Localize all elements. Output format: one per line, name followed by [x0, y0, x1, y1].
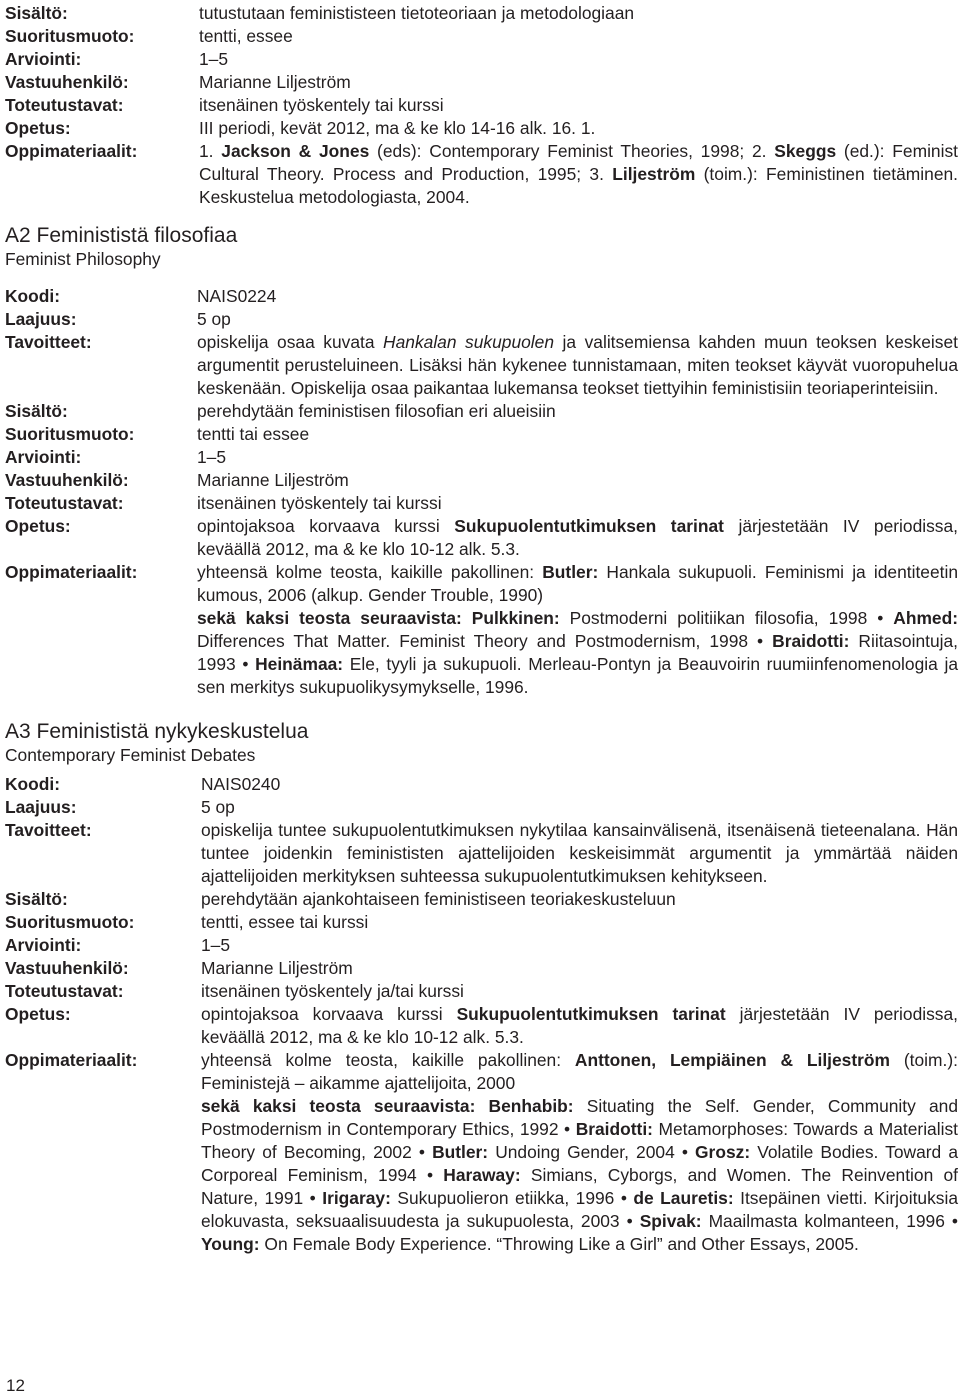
course-name: Sukupuolentutkimuksen tarinat: [454, 516, 724, 536]
text-run: Volatile Bodies. Toward a Corporeal Feminism, 1994 •: [201, 1142, 958, 1185]
field-value: Marianne Liljeström: [197, 470, 349, 490]
field-value: tentti, essee: [199, 26, 293, 46]
required-reading: [201, 1049, 958, 1095]
page-number: 12: [6, 1376, 25, 1395]
field-label: Suoritusmuoto:: [5, 424, 135, 444]
field-value: itsenäinen työskentely tai kurssi: [199, 95, 444, 115]
text-run: Postmoderni politiikan filosofia, 1998 •: [559, 608, 894, 628]
field-suoritusmuoto: [5, 423, 958, 446]
field-opetus: [5, 515, 958, 561]
text-run: (ed.): Feminist Cultural Theory. Process and Production, 1995; 3.: [199, 141, 958, 184]
course-a2: [5, 223, 958, 699]
text-run: Hankala sukupuoli. Feminismi ja identiteetin kumous, 2006 (alkup. Gender Trouble, 1990): [197, 562, 958, 605]
field-value: [201, 1003, 958, 1049]
author-name: Haraway:: [443, 1165, 521, 1185]
author-name: Skeggs: [774, 141, 837, 161]
author-name: Anttonen, Lempiäinen & Liljeström: [574, 1050, 890, 1070]
text-run: opiskelija osaa kuvata: [197, 332, 384, 352]
optional-reading: [201, 1095, 958, 1256]
text-run: Differences That Matter. Feminist Theory and Postmodernism, 1998 •: [197, 631, 773, 651]
field-label: Toteutustavat:: [5, 981, 124, 1001]
text-run: Metamorphoses: Towards a Materialist Theory of Becoming, 2002 •: [201, 1119, 958, 1162]
text-run: Maailmasta kolmanteen, 1996 •: [701, 1211, 958, 1231]
field-toteutustavat: [5, 94, 958, 117]
field-value: 5 op: [201, 797, 235, 817]
text-run: Simians, Cyborgs, and Women. The Reinvention of Nature, 1991 •: [201, 1165, 958, 1208]
field-label: Suoritusmuoto:: [5, 912, 135, 932]
field-label: Opetus:: [5, 118, 71, 138]
field-value: [197, 561, 958, 699]
text-run: yhteensä kolme teosta, kaikille pakollinen:: [201, 1050, 575, 1070]
author-name: Spivak:: [639, 1211, 702, 1231]
text-run: opintojaksoa korvaava kurssi: [197, 516, 455, 536]
field-value: itsenäinen työskentely tai kurssi: [197, 493, 442, 513]
field-opetus: [5, 1003, 958, 1049]
field-laajuus: [5, 308, 958, 331]
field-label: Vastuuhenkilö:: [5, 958, 129, 978]
book-title: Hankalan sukupuolen: [383, 332, 555, 352]
field-vastuuhenkilo: [5, 957, 958, 980]
field-value: Marianne Liljeström: [201, 958, 353, 978]
text-run: (toim.): Feministinen tietäminen. Keskustelua metodologiasta, 2004.: [199, 164, 959, 207]
text-run: opintojaksoa korvaava kurssi: [201, 1004, 457, 1024]
document-page: [5, 2, 958, 1256]
field-opetus: [5, 117, 958, 140]
field-koodi: [5, 773, 958, 796]
field-value: III periodi, kevät 2012, ma & ke klo 14-16 alk. 16. 1.: [199, 118, 596, 138]
field-sisalto: [5, 2, 958, 25]
field-label: Oppimateriaalit:: [5, 562, 138, 582]
field-value: perehdytään feministisen filosofian eri alueisiin: [197, 401, 556, 421]
author-name: Braidotti:: [575, 1119, 653, 1139]
field-oppimateriaalit: [5, 140, 958, 209]
text-run: Sukupuolieron etiikka, 1996 •: [390, 1188, 634, 1208]
author-name: sekä kaksi teosta seuraavista: Pulkkinen:: [197, 608, 560, 628]
field-value: NAIS0224: [197, 286, 277, 306]
field-label: Suoritusmuoto:: [5, 26, 135, 46]
text-run: ja valitsemiensa kahden muun teoksen keskeiset argumentit perusteluineen. Lisäksi hän kykenee tunnistamaan, miten teokset käyvät vuoropuhelua keskenään. Opiskelija osaa paikantaa lukemansa teokset tiettyihin feministisiin teoriaperinteisiin.: [197, 332, 958, 398]
author-name: Ahmed:: [893, 608, 959, 628]
field-label: Sisältö:: [5, 3, 68, 23]
author-name: de Lauretis:: [633, 1188, 734, 1208]
field-value: 1–5: [199, 49, 229, 69]
course-a1-continuation: [5, 2, 958, 209]
field-label: Vastuuhenkilö:: [5, 72, 129, 92]
field-label: Laajuus:: [5, 797, 77, 817]
field-label: Oppimateriaalit:: [5, 141, 138, 161]
field-koodi: [5, 285, 958, 308]
course-subtitle: Feminist Philosophy: [5, 249, 161, 269]
field-label: Arviointi:: [5, 447, 82, 467]
field-vastuuhenkilo: [5, 469, 958, 492]
field-value: itsenäinen työskentely ja/tai kurssi: [201, 981, 464, 1001]
required-reading: [197, 561, 958, 607]
field-tavoitteet: [5, 819, 958, 888]
author-name: Young:: [201, 1234, 260, 1254]
field-value: [197, 331, 958, 400]
field-oppimateriaalit: [5, 561, 958, 699]
author-name: Heinämaa:: [255, 654, 344, 674]
text-run: (toim.): Feministejä – aikamme ajattelijoita, 2000: [201, 1050, 958, 1093]
field-tavoitteet: [5, 331, 958, 400]
field-label: Oppimateriaalit:: [5, 1050, 138, 1070]
field-label: Opetus:: [5, 1004, 71, 1024]
field-label: Laajuus:: [5, 309, 77, 329]
course-subtitle: Contemporary Feminist Debates: [5, 745, 256, 765]
field-label: Vastuuhenkilö:: [5, 470, 129, 490]
field-label: Tavoitteet:: [5, 332, 92, 352]
author-name: Grosz:: [695, 1142, 751, 1162]
field-arviointi: [5, 934, 958, 957]
field-value: tutustutaan feminististeen tietoteoriaan ja metodologiaan: [199, 3, 635, 23]
field-arviointi: [5, 48, 958, 71]
field-arviointi: [5, 446, 958, 469]
field-value: 1–5: [197, 447, 227, 467]
text-run: yhteensä kolme teosta, kaikille pakollinen:: [197, 562, 543, 582]
text-run: (eds): Contemporary Feminist Theories, 1998; 2.: [369, 141, 775, 161]
field-value: [197, 515, 958, 561]
text-run: järjestetään IV periodissa, keväällä 2012, ma & ke klo 10-12 alk. 5.3.: [201, 1004, 959, 1047]
field-label: Toteutustavat:: [5, 493, 124, 513]
field-value: 5 op: [197, 309, 231, 329]
field-oppimateriaalit: [5, 1049, 958, 1256]
author-name: Jackson & Jones: [221, 141, 370, 161]
author-name: Butler:: [542, 562, 599, 582]
field-vastuuhenkilo: [5, 71, 958, 94]
field-sisalto: [5, 888, 958, 911]
field-toteutustavat: [5, 492, 958, 515]
optional-reading: [197, 607, 958, 699]
field-value: opiskelija tuntee sukupuolentutkimuksen nykytilaa kansainvälisenä, itsenäisenä tieteenalana. Hän tuntee joidenkin feminististen ajattelijoiden keskeisimmät argumentit ja ymmärtää näiden ajattelijoiden merkityksen suhteessa sukupuolentutkimuksen kehitykseen.: [201, 820, 958, 886]
author-name: Butler:: [432, 1142, 489, 1162]
text-run: 1.: [199, 141, 222, 161]
field-value: NAIS0240: [201, 774, 281, 794]
course-a3: [5, 719, 958, 1256]
field-sisalto: [5, 400, 958, 423]
field-label: Sisältö:: [5, 401, 68, 421]
author-name: Irigaray:: [322, 1188, 391, 1208]
field-suoritusmuoto: [5, 25, 958, 48]
text-run: Riitasointuja, 1993 •: [197, 631, 958, 674]
field-suoritusmuoto: [5, 911, 958, 934]
field-label: Sisältö:: [5, 889, 68, 909]
field-value: tentti tai essee: [197, 424, 310, 444]
text-run: On Female Body Experience. “Throwing Like a Girl” and Other Essays, 2005.: [259, 1234, 859, 1254]
field-label: Koodi:: [5, 774, 61, 794]
field-value: tentti, essee tai kurssi: [201, 912, 369, 932]
author-name: Liljeström: [612, 164, 696, 184]
text-run: Itsepäinen vietti. Kirjoituksia elokuvasta, seksuaalisuudesta ja sukupuolesta, 2003 •: [201, 1188, 958, 1231]
field-label: Koodi:: [5, 286, 61, 306]
course-title: A2 Feminististä filosofiaa: [5, 224, 238, 247]
course-title: A3 Feminististä nykykeskustelua: [5, 720, 309, 743]
course-name: Sukupuolentutkimuksen tarinat: [456, 1004, 726, 1024]
text-run: Ele, tyyli ja sukupuoli. Merleau-Pontyn ja Beauvoirin ruumiinfenomenologia ja sen merkitys sukupuolikysymykselle, 1996.: [197, 654, 958, 697]
text-run: Undoing Gender, 2004 •: [488, 1142, 696, 1162]
field-value: [201, 1049, 958, 1256]
field-label: Toteutustavat:: [5, 95, 124, 115]
field-label: Tavoitteet:: [5, 820, 92, 840]
field-value: [199, 140, 958, 209]
field-label: Arviointi:: [5, 49, 82, 69]
field-laajuus: [5, 796, 958, 819]
field-toteutustavat: [5, 980, 958, 1003]
field-label: Arviointi:: [5, 935, 82, 955]
field-value: perehdytään ajankohtaiseen feministiseen teoriakeskusteluun: [201, 889, 676, 909]
author-name: Braidotti:: [772, 631, 850, 651]
text-run: Situating the Self. Gender, Community and Postmodernism in Contemporary Ethics, 1992 •: [201, 1096, 958, 1139]
text-run: järjestetään IV periodissa, keväällä 2012, ma & ke klo 10-12 alk. 5.3.: [197, 516, 958, 559]
field-value: 1–5: [201, 935, 231, 955]
field-label: Opetus:: [5, 516, 71, 536]
field-value: Marianne Liljeström: [199, 72, 351, 92]
author-name: sekä kaksi teosta seuraavista: Benhabib:: [201, 1096, 574, 1116]
